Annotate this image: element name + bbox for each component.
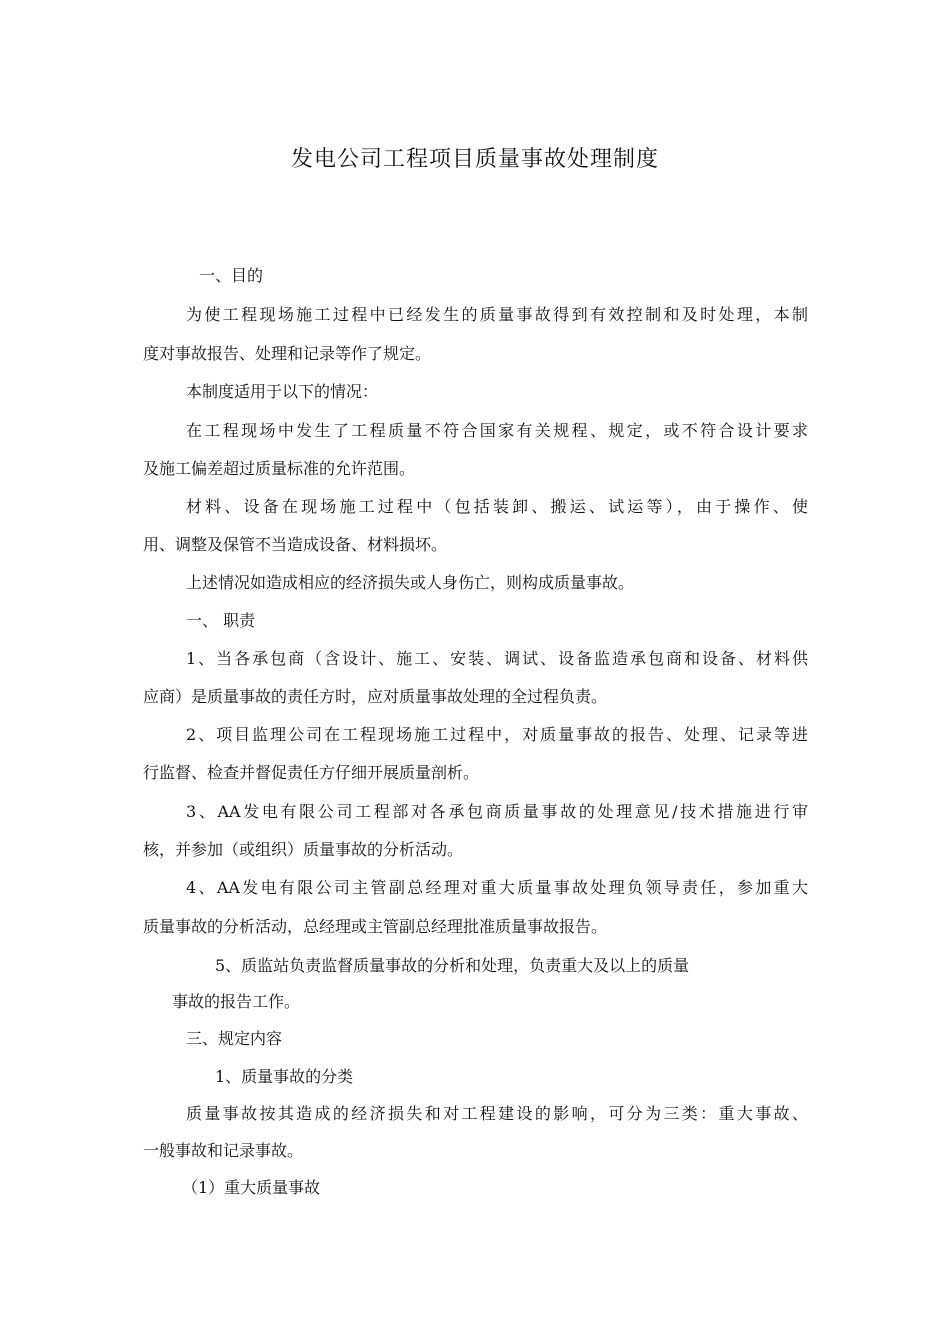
paragraph-line: 用、调整及保管不当造成设备、材料损坏。 xyxy=(143,535,448,554)
paragraph-line: 2、项目监理公司在工程现场施工过程中，对质量事故的报告、处理、记录等进 xyxy=(186,725,808,744)
subheading-classification: 1、质量事故的分类 xyxy=(215,1067,354,1086)
paragraph-line: 质量事故的分析活动，总经理或主管副总经理批准质量事故报告。 xyxy=(143,917,608,936)
paragraph-line: 材料、设备在现场施工过程中（包括装卸、搬运、试运等），由于操作、使 xyxy=(186,497,808,516)
subheading-major-accident: （1）重大质量事故 xyxy=(182,1178,321,1197)
heading-purpose: 一、目的 xyxy=(199,266,264,285)
paragraph-line: 事故的报告工作。 xyxy=(172,992,301,1011)
paragraph-line: 度对事故报告、处理和记录等作了规定。 xyxy=(143,344,432,363)
paragraph-line: 3、AA发电有限公司工程部对各承包商质量事故的处理意见/技术措施进行审 xyxy=(186,802,808,821)
document-title: 发电公司工程项目质量事故处理制度 xyxy=(290,147,659,172)
paragraph-line: 为使工程现场施工过程中已经发生的质量事故得到有效控制和及时处理，本制 xyxy=(186,305,808,324)
paragraph-line: 一般事故和记录事故。 xyxy=(143,1141,304,1160)
paragraph-line: 质量事故按其造成的经济损失和对工程建设的影响，可分为三类：重大事故、 xyxy=(186,1104,808,1123)
paragraph-line: 及施工偏差超过质量标准的允许范围。 xyxy=(143,459,416,478)
paragraph-line: 1、当各承包商（含设计、施工、安装、调试、设备监造承包商和设备、材料供 xyxy=(186,649,808,668)
paragraph-line: 行监督、检查并督促责任方仔细开展质量剖析。 xyxy=(143,763,480,782)
paragraph-line: 上述情况如造成相应的经济损失或人身伤亡，则构成质量事故。 xyxy=(186,573,635,592)
paragraph-line: 本制度适用于以下的情况： xyxy=(186,382,379,401)
paragraph-line: 4、AA发电有限公司主管副总经理对重大质量事故处理负领导责任，参加重大 xyxy=(186,878,808,897)
paragraph-line: 应商）是质量事故的责任方时，应对质量事故处理的全过程负责。 xyxy=(143,687,608,706)
paragraph-line: 在工程现场中发生了工程质量不符合国家有关规程、规定，或不符合设计要求 xyxy=(186,421,808,440)
paragraph-line: 核，并参加（或组织）质量事故的分析活动。 xyxy=(143,840,464,859)
heading-provisions: 三、规定内容 xyxy=(186,1029,283,1048)
heading-duties: 一、 职责 xyxy=(186,611,256,630)
paragraph-line: 5、质监站负责监督质量事故的分析和处理，负责重大及以上的质量 xyxy=(215,956,690,975)
